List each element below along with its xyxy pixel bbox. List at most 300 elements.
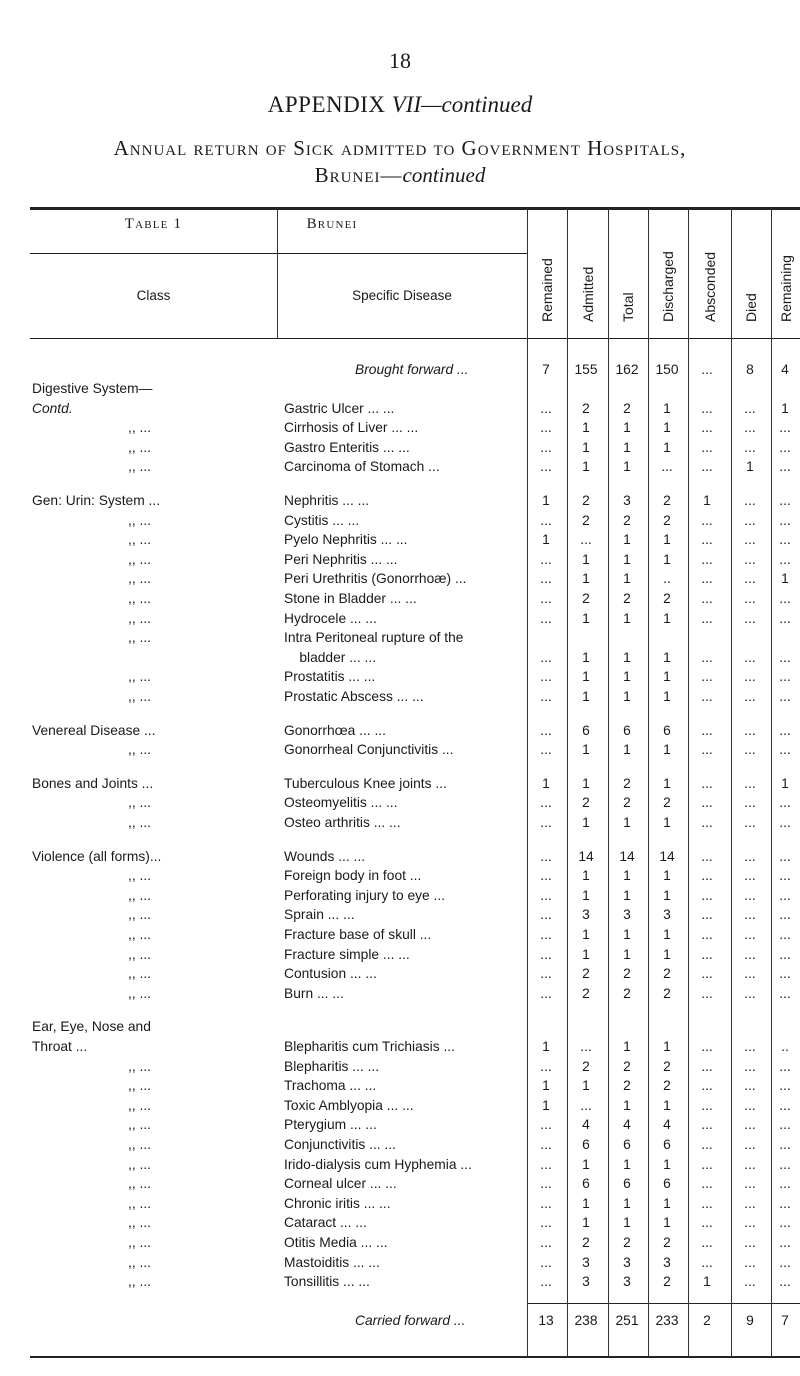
value-cell-remained: ... xyxy=(540,669,552,685)
value-cell-died: ... xyxy=(744,775,756,791)
value-cell-total: 3 xyxy=(623,1254,631,1270)
value-cell-total: 1 xyxy=(623,439,631,455)
table-row xyxy=(0,1214,800,1232)
value-cell-died: ... xyxy=(744,1156,756,1172)
class-cell: Throat ... xyxy=(32,1039,88,1054)
value-cell-discharged: 1 xyxy=(663,887,671,903)
value-cell-died: ... xyxy=(744,946,756,962)
value-cell-absconded: ... xyxy=(701,815,713,830)
disease-cell: Carcinoma of Stomach ... xyxy=(284,459,440,475)
value-cell-admitted: 1 xyxy=(582,1195,590,1211)
value-cell-total: 1 xyxy=(623,1097,631,1113)
value-cell-total: 6 xyxy=(623,722,631,738)
value-cell-died: ... xyxy=(744,1274,756,1290)
value-cell-died: ... xyxy=(744,439,756,455)
column-header-label: Admitted xyxy=(579,266,596,322)
value-cell-discharged: 2 xyxy=(663,493,671,508)
value-cell-remained: 1 xyxy=(542,1097,550,1113)
value-cell-remained: ... xyxy=(540,887,552,903)
value-cell-died: ... xyxy=(744,815,756,830)
class-cell: ,, ... xyxy=(128,985,151,1001)
value-cell-discharged: 6 xyxy=(663,1176,671,1192)
value-cell-remaining: ... xyxy=(779,1078,791,1094)
value-cell-remained: ... xyxy=(540,1058,552,1074)
value-cell-remaining: ... xyxy=(779,1235,791,1250)
table-row xyxy=(0,1116,800,1134)
class-cell: Venereal Disease ... xyxy=(32,722,156,738)
value-cell-total: 1 xyxy=(623,669,631,685)
value-cell-remaining: ... xyxy=(779,927,791,942)
value-cell-discharged: 14 xyxy=(659,848,675,864)
value-cell-admitted: 2 xyxy=(582,1058,590,1074)
class-cell: ,, ... xyxy=(128,1254,151,1270)
value-cell-remaining: ... xyxy=(779,551,791,567)
value-cell-total: 1 xyxy=(623,1156,631,1172)
value-cell-remained: ... xyxy=(540,907,552,923)
table-row xyxy=(0,965,800,983)
value-cell-remained: ... xyxy=(540,985,552,1001)
class-cell: Bones and Joints ... xyxy=(32,775,154,791)
value-cell-discharged: 6 xyxy=(663,1137,671,1152)
value-cell-died: ... xyxy=(744,722,756,738)
bf-discharged: 150 xyxy=(655,362,679,377)
value-cell-died: ... xyxy=(744,1137,756,1152)
value-cell-discharged: 1 xyxy=(663,649,671,665)
value-cell-discharged: 2 xyxy=(663,985,671,1001)
value-cell-discharged: 1 xyxy=(663,1195,671,1211)
value-cell-admitted: 1 xyxy=(582,887,590,903)
disease-cell: Conjunctivitis ... ... xyxy=(284,1137,396,1152)
class-cell: Gen: Urin: System ... xyxy=(32,493,161,508)
bf-remaining: 4 xyxy=(781,362,789,377)
value-cell-remaining: ... xyxy=(779,459,791,475)
value-cell-remaining: ... xyxy=(779,1097,791,1113)
table-row xyxy=(0,906,800,924)
value-cell-total: 2 xyxy=(623,512,631,528)
table-top-rule xyxy=(30,207,800,210)
brought-forward-label: Brought forward ... xyxy=(355,362,469,377)
value-cell-discharged: 1 xyxy=(663,742,671,758)
value-cell-remaining: ... xyxy=(779,1117,791,1133)
disease-cell: Mastoiditis ... ... xyxy=(284,1254,380,1270)
value-cell-discharged: 1 xyxy=(663,439,671,455)
disease-cell: Corneal ulcer ... ... xyxy=(284,1176,397,1192)
class-cell: ,, ... xyxy=(128,512,151,528)
value-cell-died: ... xyxy=(744,1058,756,1074)
value-cell-discharged: 2 xyxy=(663,1274,671,1290)
value-cell-remained: ... xyxy=(540,1176,552,1192)
column-header-label: Remained xyxy=(539,258,555,322)
column-header-absconded xyxy=(688,212,731,322)
value-cell-remained: 1 xyxy=(542,775,550,791)
value-cell-admitted: 6 xyxy=(582,1137,590,1152)
value-cell-discharged: 2 xyxy=(663,512,671,528)
disease-cell: Contusion ... ... xyxy=(284,966,377,982)
table-row xyxy=(0,1273,800,1291)
value-cell-remaining: ... xyxy=(779,985,791,1001)
disease-cell: Trachoma ... ... xyxy=(284,1078,377,1094)
value-cell-absconded: ... xyxy=(701,775,713,791)
value-cell-remained: 1 xyxy=(542,1078,550,1094)
value-cell-remaining: ... xyxy=(779,946,791,962)
class-cell: ,, ... xyxy=(128,1097,151,1113)
value-cell-remained: ... xyxy=(540,400,552,416)
table-row xyxy=(0,439,800,457)
value-cell-total: 1 xyxy=(623,946,631,962)
value-cell-admitted: 4 xyxy=(582,1117,590,1133)
disease-cell: Gonorrhœa ... ... xyxy=(284,722,386,738)
table-row xyxy=(0,380,800,398)
class-cell: ,, ... xyxy=(128,532,151,548)
value-cell-died: ... xyxy=(744,985,756,1001)
value-cell-admitted: 3 xyxy=(582,1254,590,1270)
value-cell-admitted: 2 xyxy=(582,591,590,606)
value-cell-remained: ... xyxy=(540,610,552,626)
value-cell-remained: ... xyxy=(540,571,552,587)
value-cell-admitted: 1 xyxy=(582,815,590,830)
value-cell-total: 1 xyxy=(623,551,631,567)
class-cell: ,, ... xyxy=(128,420,151,436)
value-cell-remaining: ... xyxy=(779,848,791,864)
value-cell-admitted: ... xyxy=(580,532,592,548)
disease-cell: Osteomyelitis ... ... xyxy=(284,795,398,811)
carried-forward-label: Carried forward ... xyxy=(355,1313,466,1328)
value-cell-died: ... xyxy=(744,907,756,923)
disease-cell: Otitis Media ... ... xyxy=(284,1235,388,1250)
disease-cell: Tuberculous Knee joints ... xyxy=(284,775,447,791)
value-cell-died: ... xyxy=(744,1176,756,1192)
class-cell: ,, ... xyxy=(128,630,151,646)
value-cell-remaining: ... xyxy=(779,868,791,884)
value-cell-absconded: ... xyxy=(701,512,713,528)
disease-header: Specific Disease xyxy=(352,288,452,303)
table-row xyxy=(0,1018,800,1036)
disease-cell: Intra Peritoneal rupture of the xyxy=(284,630,464,646)
bf-admitted: 155 xyxy=(574,362,598,377)
value-cell-remaining: ... xyxy=(779,439,791,455)
value-cell-absconded: ... xyxy=(701,459,713,475)
value-cell-discharged: 1 xyxy=(663,1215,671,1231)
value-cell-admitted: 3 xyxy=(582,907,590,923)
value-cell-died: ... xyxy=(744,795,756,811)
value-cell-absconded: ... xyxy=(701,669,713,685)
class-cell: ,, ... xyxy=(128,610,151,626)
value-cell-died: ... xyxy=(744,1117,756,1133)
value-cell-admitted: 1 xyxy=(582,1215,590,1231)
value-cell-admitted: 1 xyxy=(582,1156,590,1172)
value-cell-absconded: ... xyxy=(701,966,713,982)
value-cell-admitted: 1 xyxy=(582,689,590,704)
value-cell-remained: ... xyxy=(540,946,552,962)
disease-cell: Blepharitis cum Trichiasis ... xyxy=(284,1039,455,1054)
disease-cell: Perforating injury to eye ... xyxy=(284,887,446,903)
table-row xyxy=(0,551,800,569)
class-cell: ,, ... xyxy=(128,1235,151,1250)
value-cell-absconded: ... xyxy=(701,907,713,923)
class-cell: ,, ... xyxy=(128,439,151,455)
value-cell-discharged: 1 xyxy=(663,669,671,685)
column-header-remaining xyxy=(771,212,800,322)
value-cell-admitted: 2 xyxy=(582,966,590,982)
disease-cell: Foreign body in foot ... xyxy=(284,868,422,884)
table-row xyxy=(0,794,800,812)
value-cell-remained: 1 xyxy=(542,493,550,508)
column-header-remained xyxy=(527,212,567,322)
value-cell-absconded: ... xyxy=(701,1156,713,1172)
value-cell-died: ... xyxy=(744,512,756,528)
value-cell-absconded: ... xyxy=(701,591,713,606)
value-cell-remained: ... xyxy=(540,868,552,884)
table-row xyxy=(0,814,800,832)
value-cell-total: 2 xyxy=(623,591,631,606)
value-cell-remaining: ... xyxy=(779,669,791,685)
class-cell: ,, ... xyxy=(128,1078,151,1094)
value-cell-remained: ... xyxy=(540,551,552,567)
class-cell: Contd. xyxy=(32,400,73,416)
cf-discharged: 233 xyxy=(655,1313,679,1328)
value-cell-absconded: ... xyxy=(701,1254,713,1270)
table-row xyxy=(0,741,800,759)
value-cell-discharged: 1 xyxy=(663,868,671,884)
value-cell-remained: ... xyxy=(540,1235,552,1250)
class-cell: ,, ... xyxy=(128,669,151,685)
value-cell-died: ... xyxy=(744,927,756,942)
value-cell-admitted: 6 xyxy=(582,1176,590,1192)
value-cell-died: ... xyxy=(744,1039,756,1054)
disease-cell: Prostatitis ... ... xyxy=(284,669,376,685)
value-cell-died: ... xyxy=(744,1078,756,1094)
value-cell-admitted: 1 xyxy=(582,1078,590,1094)
value-cell-absconded: ... xyxy=(701,742,713,758)
value-cell-remaining: ... xyxy=(779,1156,791,1172)
value-cell-remained: ... xyxy=(540,649,552,665)
value-cell-discharged: 6 xyxy=(663,722,671,738)
value-cell-died: ... xyxy=(744,532,756,548)
value-cell-absconded: ... xyxy=(701,848,713,864)
value-cell-discharged: 2 xyxy=(663,1058,671,1074)
value-cell-admitted: 1 xyxy=(582,669,590,685)
table-bottom-rule xyxy=(30,1356,800,1358)
value-cell-admitted: 2 xyxy=(582,985,590,1001)
value-cell-remained: ... xyxy=(540,420,552,436)
table-row xyxy=(0,1058,800,1076)
value-cell-admitted: 1 xyxy=(582,927,590,942)
table-row xyxy=(0,1156,800,1174)
column-header-label: Died xyxy=(743,293,759,322)
value-cell-discharged: 1 xyxy=(663,420,671,436)
value-cell-total: 3 xyxy=(623,1274,631,1290)
value-cell-remained: ... xyxy=(540,742,552,758)
cf-admitted: 238 xyxy=(574,1313,598,1328)
class-cell: Digestive System— xyxy=(32,381,153,396)
class-cell: ,, ... xyxy=(128,591,151,606)
class-cell: ,, ... xyxy=(128,1117,151,1133)
value-cell-remained: ... xyxy=(540,1117,552,1133)
disease-cell: Fracture simple ... ... xyxy=(284,946,410,962)
class-cell: Ear, Eye, Nose and xyxy=(32,1019,151,1035)
value-cell-died: ... xyxy=(744,649,756,665)
value-cell-remaining: ... xyxy=(779,1215,791,1231)
value-cell-absconded: ... xyxy=(701,1235,713,1250)
class-cell: ,, ... xyxy=(128,689,151,704)
disease-cell: Toxic Amblyopia ... ... xyxy=(284,1097,414,1113)
value-cell-absconded: ... xyxy=(701,1039,713,1054)
value-cell-admitted: 1 xyxy=(582,459,590,475)
value-cell-died: ... xyxy=(744,1215,756,1231)
value-cell-died: ... xyxy=(744,887,756,903)
value-cell-remaining: ... xyxy=(779,649,791,665)
report-subtitle xyxy=(0,163,800,188)
table-row xyxy=(0,1097,800,1115)
value-cell-absconded: ... xyxy=(701,400,713,416)
value-cell-died: ... xyxy=(744,591,756,606)
value-cell-died: ... xyxy=(744,400,756,416)
value-cell-remaining: ... xyxy=(779,1254,791,1270)
value-cell-discharged: 1 xyxy=(663,610,671,626)
class-cell: ,, ... xyxy=(128,571,151,587)
value-cell-total: 2 xyxy=(623,1058,631,1074)
value-cell-discharged: 3 xyxy=(663,1254,671,1270)
bf-total: 162 xyxy=(615,362,639,377)
value-cell-total: 1 xyxy=(623,420,631,436)
table-row xyxy=(0,649,800,667)
value-cell-discharged: 1 xyxy=(663,1039,671,1054)
value-cell-absconded: ... xyxy=(701,887,713,903)
value-cell-remained: ... xyxy=(540,1156,552,1172)
value-cell-remained: 1 xyxy=(542,1039,550,1054)
value-cell-died: ... xyxy=(744,689,756,704)
appendix-prefix: APPENDIX xyxy=(267,92,392,117)
class-cell: ,, ... xyxy=(128,907,151,923)
value-cell-absconded: ... xyxy=(701,1195,713,1211)
value-cell-died: ... xyxy=(744,848,756,864)
class-cell: ,, ... xyxy=(128,966,151,982)
disease-cell: Pterygium ... ... xyxy=(284,1117,377,1133)
value-cell-admitted: 1 xyxy=(582,610,590,626)
value-cell-remaining: ... xyxy=(779,420,791,436)
table-row xyxy=(0,887,800,905)
value-cell-discharged: 1 xyxy=(663,927,671,942)
value-cell-admitted: 1 xyxy=(582,946,590,962)
table-row xyxy=(0,1136,800,1154)
value-cell-total: 1 xyxy=(623,742,631,758)
value-cell-died: ... xyxy=(744,966,756,982)
disease-cell: Blepharitis ... ... xyxy=(284,1058,380,1074)
class-cell: ,, ... xyxy=(128,1176,151,1192)
class-cell: ,, ... xyxy=(128,459,151,475)
column-header-label: Absconded xyxy=(701,251,718,322)
value-cell-died: ... xyxy=(744,571,756,587)
value-cell-discharged: 1 xyxy=(663,1097,671,1113)
table-row xyxy=(0,1234,800,1252)
disease-cell: Prostatic Abscess ... ... xyxy=(284,689,424,704)
value-cell-remaining: ... xyxy=(779,1176,791,1192)
value-cell-died: ... xyxy=(744,1254,756,1270)
value-cell-remaining: ... xyxy=(779,742,791,758)
disease-cell: Gastro Enteritis ... ... xyxy=(284,439,410,455)
column-header-admitted xyxy=(567,212,608,322)
table-row xyxy=(0,512,800,530)
value-cell-total: 6 xyxy=(623,1176,631,1192)
value-cell-absconded: 1 xyxy=(703,1274,711,1290)
value-cell-absconded: ... xyxy=(701,927,713,942)
value-cell-died: ... xyxy=(744,742,756,758)
brought-forward-row xyxy=(0,361,800,379)
disease-cell: Wounds ... ... xyxy=(284,848,366,864)
value-cell-died: ... xyxy=(744,1097,756,1113)
value-cell-remaining: 1 xyxy=(781,775,789,791)
value-cell-remaining: ... xyxy=(779,689,791,704)
value-cell-discharged: 4 xyxy=(663,1117,671,1133)
value-cell-absconded: ... xyxy=(701,439,713,455)
value-cell-total: 1 xyxy=(623,571,631,587)
value-cell-absconded: ... xyxy=(701,610,713,626)
disease-cell: Hydrocele ... ... xyxy=(284,610,377,626)
header-bottom-rule xyxy=(30,338,800,339)
class-cell: ,, ... xyxy=(128,1215,151,1231)
value-cell-total: 2 xyxy=(623,775,631,791)
value-cell-absconded: ... xyxy=(701,532,713,548)
table-row xyxy=(0,668,800,686)
value-cell-admitted: 2 xyxy=(582,493,590,508)
value-cell-died: ... xyxy=(744,1195,756,1211)
value-cell-absconded: ... xyxy=(701,795,713,811)
value-cell-discharged: 1 xyxy=(663,1156,671,1172)
value-cell-total: 1 xyxy=(623,649,631,665)
value-cell-admitted: 2 xyxy=(582,795,590,811)
value-cell-remained: ... xyxy=(540,815,552,830)
value-cell-admitted: 1 xyxy=(582,571,590,587)
value-cell-total: 1 xyxy=(623,868,631,884)
table-row xyxy=(0,400,800,418)
value-cell-absconded: ... xyxy=(701,420,713,436)
column-header-label: Discharged xyxy=(660,251,676,322)
value-cell-admitted: 1 xyxy=(582,551,590,567)
value-cell-admitted: 14 xyxy=(578,848,594,864)
value-cell-admitted: ... xyxy=(580,1097,592,1113)
cf-total: 251 xyxy=(615,1313,639,1328)
value-cell-discharged: 3 xyxy=(663,907,671,923)
value-cell-remaining: ... xyxy=(779,1137,791,1152)
table-row xyxy=(0,775,800,793)
value-cell-admitted: 1 xyxy=(582,649,590,665)
value-cell-remaining: 1 xyxy=(781,400,789,416)
disease-cell: bladder ... ... xyxy=(284,649,377,665)
table-row xyxy=(0,610,800,628)
disease-cell: Stone in Bladder ... ... xyxy=(284,591,417,606)
value-cell-absconded: ... xyxy=(701,689,713,704)
value-cell-discharged: 2 xyxy=(663,795,671,811)
table-row xyxy=(0,926,800,944)
value-cell-total: 2 xyxy=(623,1235,631,1250)
value-cell-total: 1 xyxy=(623,1215,631,1231)
value-cell-remained: ... xyxy=(540,1215,552,1231)
value-cell-discharged: 2 xyxy=(663,966,671,982)
class-cell: ,, ... xyxy=(128,1195,151,1211)
value-cell-discharged: 1 xyxy=(663,689,671,704)
disease-cell: Sprain ... ... xyxy=(284,907,355,923)
value-cell-discharged: 2 xyxy=(663,591,671,606)
value-cell-remained: ... xyxy=(540,439,552,455)
value-cell-remained: ... xyxy=(540,512,552,528)
value-cell-remaining: ... xyxy=(779,1274,791,1290)
value-cell-remained: ... xyxy=(540,848,552,864)
disease-cell: Osteo arthritis ... ... xyxy=(284,815,401,830)
value-cell-total: 1 xyxy=(623,532,631,548)
disease-cell: Cystitis ... ... xyxy=(284,512,360,528)
value-cell-admitted: 6 xyxy=(582,722,590,738)
value-cell-remaining: ... xyxy=(779,493,791,508)
